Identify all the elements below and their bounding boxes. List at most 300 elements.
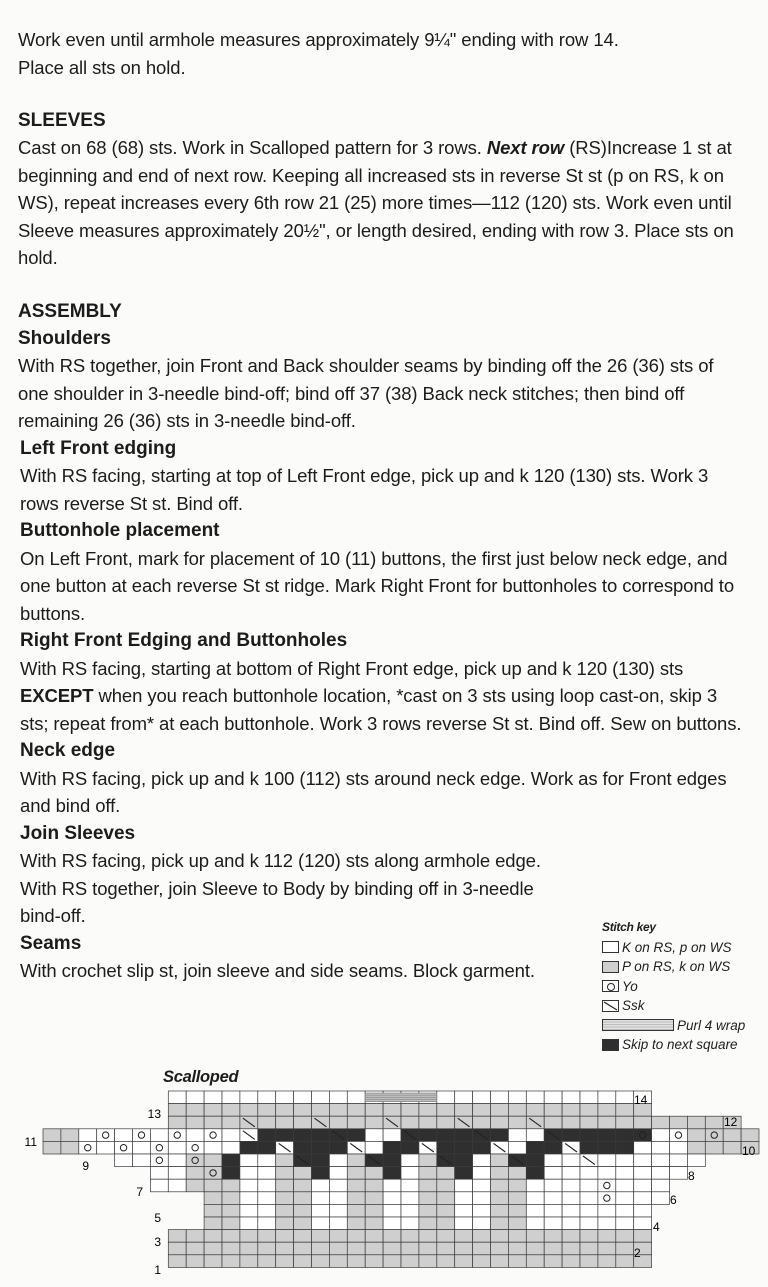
stitch-key-item [602,996,762,1016]
chart-cell [562,1230,580,1243]
section-heading-sleeves: SLEEVES [18,110,106,131]
chart-cell [329,1230,347,1243]
chart-cell [652,1116,670,1129]
chart-cell [652,1129,670,1142]
chart-cell [365,1242,383,1255]
chart-cell [437,1179,455,1192]
section-heading-assembly: ASSEMBLY [18,300,122,322]
chart-cell [598,1154,616,1167]
chart-cell [526,1217,544,1230]
chart-cell [580,1141,598,1154]
chart-cell [616,1141,634,1154]
buttonhole-text: On Left Front, mark for placement of 10 (11) buttons, the first just below neck edge, and one button at each reverse St st ridge. Mark Right Front for buttonholes to correspond to buttons. [20,547,735,624]
chart-cell [222,1104,240,1117]
chart-cell [437,1204,455,1217]
stitch-key-label: Purl 4 wrap [677,1017,746,1033]
chart-cell [562,1116,580,1129]
chart-cell [97,1129,115,1142]
chart-cell [652,1141,670,1154]
scalloped-chart [0,1066,768,1287]
stitch-key-label: Yo [622,978,638,994]
chart-cell [473,1217,491,1230]
intro-line: Place all sts on hold. [18,56,186,78]
chart-cell [347,1204,365,1217]
chart-cell [186,1167,204,1180]
chart-cell [634,1167,652,1180]
chart-cell [240,1167,258,1180]
chart-cell [670,1154,688,1167]
chart-cell [562,1242,580,1255]
chart-cell [580,1242,598,1255]
chart-cell [168,1242,186,1255]
chart-cell [473,1230,491,1243]
chart-cell [401,1179,419,1192]
sleeves-text [18,134,748,272]
stitch-key-item [602,977,762,997]
instructions-page [18,26,748,985]
chart-cell [670,1116,688,1129]
chart-cell [526,1154,544,1167]
chart-cell [383,1192,401,1205]
chart-cell [294,1179,312,1192]
chart-cell [258,1104,276,1117]
chart-cell [312,1192,330,1205]
chart-cell [616,1242,634,1255]
stitch-key-label: P on RS, k on WS [622,959,731,974]
chart-cell [598,1242,616,1255]
neck-text: With RS facing, pick up and k 100 (112) sts around neck edge. Work as for Front edges and bind off. [20,767,727,816]
chart-cell [652,1192,670,1205]
chart-cell [508,1141,526,1154]
chart-cell [365,1204,383,1217]
chart-cell [294,1129,312,1142]
chart-cell [455,1179,473,1192]
chart-cell [115,1154,133,1167]
chart-cell [294,1104,312,1117]
chart-cell [455,1104,473,1117]
chart-cell [186,1129,204,1142]
ssk-icon [602,1000,619,1012]
row-label-left: 5 [154,1211,161,1225]
chart-cell [419,1104,437,1117]
chart-cell [491,1217,509,1230]
chart-cell [634,1154,652,1167]
chart-cell [312,1167,330,1180]
chart-cell [294,1217,312,1230]
chart-cell [383,1255,401,1268]
chart-cell [222,1129,240,1142]
knit-swatch-icon [602,941,619,953]
chart-cell [258,1217,276,1230]
chart-cell [526,1091,544,1104]
chart-cell [616,1104,634,1117]
chart-cell [526,1141,544,1154]
chart-cell [616,1091,634,1104]
chart-cell [580,1192,598,1205]
chart-cell [508,1167,526,1180]
chart-cell [544,1104,562,1117]
chart-cell [670,1129,688,1142]
chart-cell [508,1179,526,1192]
chart-cell [204,1167,222,1180]
chart-cell [43,1141,61,1154]
chart-cell [705,1116,723,1129]
chart-cell [204,1242,222,1255]
chart-cell [258,1230,276,1243]
chart-cell [240,1179,258,1192]
chart-cell [168,1179,186,1192]
chart-cell [222,1116,240,1129]
chart-cell [634,1230,652,1243]
chart-cell [687,1141,705,1154]
chart-cell [419,1255,437,1268]
chart-cell [276,1129,294,1142]
chart-cell [258,1154,276,1167]
chart-cell [43,1129,61,1142]
chart-cell [294,1255,312,1268]
row-label-left: 9 [82,1159,89,1173]
seams-text: With crochet slip st, join sleeve and side seams. Block garment. [20,960,535,981]
chart-cell [616,1116,634,1129]
chart-cell [329,1091,347,1104]
chart-cell [347,1179,365,1192]
chart-cell [401,1204,419,1217]
chart-cell [329,1217,347,1230]
chart-cell [222,1179,240,1192]
chart-cell [258,1192,276,1205]
chart-cell [473,1179,491,1192]
right-front-text-part: With RS facing, starting at bottom of Right Front edge, pick up and k 120 (130) sts [20,657,684,679]
chart-cell [312,1179,330,1192]
chart-cell [222,1217,240,1230]
chart-cell [329,1242,347,1255]
chart-cell [294,1204,312,1217]
chart-cell [508,1242,526,1255]
chart-cell [276,1255,294,1268]
chart-cell [204,1204,222,1217]
chart-cell [437,1230,455,1243]
chart-cell [419,1129,437,1142]
chart-cell [544,1179,562,1192]
stitch-key-label: K on RS, p on WS [622,939,732,955]
chart-cell [294,1167,312,1180]
chart-cell [329,1167,347,1180]
chart-cell [347,1167,365,1180]
chart-cell [598,1141,616,1154]
chart-cell [133,1129,151,1142]
chart-cell [258,1204,276,1217]
chart-cell [473,1242,491,1255]
chart-cell [562,1255,580,1268]
chart-cell [186,1116,204,1129]
chart-cell [365,1230,383,1243]
chart-cell [508,1255,526,1268]
chart-cell [580,1204,598,1217]
chart-cell [168,1091,186,1104]
chart-cell [401,1141,419,1154]
chart-cell [204,1116,222,1129]
chart-cell [544,1230,562,1243]
chart-cell [258,1242,276,1255]
chart-cell [401,1230,419,1243]
chart-cell [544,1167,562,1180]
row-label-right: 14 [634,1093,648,1107]
row-label-right: 8 [688,1169,695,1183]
chart-cell [616,1167,634,1180]
next-row-emphasis: Next row [486,137,565,158]
chart-cell [598,1091,616,1104]
chart-cell [419,1179,437,1192]
chart-cell [526,1192,544,1205]
chart-cell [204,1192,222,1205]
chart-cell [544,1154,562,1167]
chart-cell [150,1129,168,1142]
chart-cell [562,1192,580,1205]
right-front-text [18,655,748,738]
chart-cell [347,1154,365,1167]
stitch-key-item [602,957,762,977]
chart-cell [437,1129,455,1142]
sleeves-text-part: Cast on 68 (68) sts. Work in Scalloped pattern for 3 rows. [18,137,487,158]
chart-cell [312,1242,330,1255]
chart-cell [222,1167,240,1180]
stitch-key-item [602,1016,762,1036]
chart-cell [222,1192,240,1205]
chart-cell [741,1129,759,1142]
chart-cell [401,1255,419,1268]
chart-cell [222,1091,240,1104]
join-sleeves-text: With RS facing, pick up and k 112 (120) sts along armhole edge. With RS together, join Sleeve to Body by binding off in 3-needle bind-off. [20,850,541,926]
chart-cell [186,1091,204,1104]
chart-cell [222,1204,240,1217]
row-label-left: 3 [154,1235,161,1249]
chart-cell [562,1154,580,1167]
chart-cell [347,1255,365,1268]
chart-cell [598,1217,616,1230]
chart-cell [598,1129,616,1142]
chart-cell [526,1179,544,1192]
stitch-key-item [602,1035,762,1055]
subheading-left-front-edging: Left Front edging [20,437,177,459]
chart-cell [401,1104,419,1117]
subheading-join-sleeves: Join Sleeves [20,822,136,844]
chart-cell [97,1141,115,1154]
chart-cell [526,1255,544,1268]
chart-cell [670,1141,688,1154]
chart-cell [526,1104,544,1117]
chart-cell [616,1179,634,1192]
chart-cell [455,1255,473,1268]
chart-cell [544,1141,562,1154]
chart-cell [240,1141,258,1154]
chart-cell [473,1104,491,1117]
chart-cell [186,1242,204,1255]
chart-cell [455,1141,473,1154]
chart-cell [616,1217,634,1230]
chart-cell [598,1204,616,1217]
chart-cell [526,1129,544,1142]
chart-cell [580,1167,598,1180]
chart-cell [168,1116,186,1129]
chart-cell [562,1167,580,1180]
chart-cell [419,1192,437,1205]
chart-cell [562,1104,580,1117]
chart-cell [347,1230,365,1243]
chart-cell [204,1179,222,1192]
chart-cell [365,1129,383,1142]
chart-cell [61,1141,79,1154]
chart-cell [634,1116,652,1129]
chart-cell [473,1141,491,1154]
chart-cell [544,1116,562,1129]
chart-cell [652,1154,670,1167]
chart-cell [365,1217,383,1230]
chart-cell [437,1104,455,1117]
chart-cell [437,1167,455,1180]
chart-cell [383,1154,401,1167]
chart-cell [222,1255,240,1268]
chart-cell [186,1154,204,1167]
chart-cell [222,1154,240,1167]
chart-cell [723,1141,741,1154]
row-label-left: 1 [154,1263,161,1277]
chart-cell [652,1167,670,1180]
chart-cell [168,1104,186,1117]
chart-cell [419,1154,437,1167]
chart-cell [258,1179,276,1192]
skip-square-icon [602,1039,619,1051]
chart-cell [580,1179,598,1192]
chart-cell [258,1255,276,1268]
chart-cell [204,1230,222,1243]
chart-cell [401,1242,419,1255]
chart-cell [204,1217,222,1230]
chart-cell [455,1230,473,1243]
chart-cell [401,1217,419,1230]
chart-cell [168,1129,186,1142]
chart-cell [276,1217,294,1230]
chart-cell [276,1230,294,1243]
chart-cell [240,1192,258,1205]
chart-cell [437,1255,455,1268]
purl-swatch-icon [602,961,619,973]
row-label-right: 6 [670,1193,677,1207]
chart-cell [473,1154,491,1167]
chart-cell [365,1192,383,1205]
chart-cell [491,1230,509,1243]
chart-cell [329,1204,347,1217]
chart-cell [312,1230,330,1243]
chart-cell [365,1167,383,1180]
chart-cell [491,1255,509,1268]
chart-cell [186,1141,204,1154]
chart-cell [329,1255,347,1268]
sleeves-text-part: (RS)Increase 1 st at beginning and end of next row. Keeping all increased sts in reverse St st (p on RS, k on WS), repeat increases every 6th row 21 (25) more times—112 (120) sts. Work even until Sleeve measures approximately 20½", or length desired, ending with row 3. Place sts on hold. [18,137,734,268]
chart-cell [294,1242,312,1255]
chart-cell [508,1217,526,1230]
chart-cell [580,1129,598,1142]
chart-cell [347,1242,365,1255]
chart-cell [276,1116,294,1129]
chart-cell [347,1104,365,1117]
chart-cell [580,1116,598,1129]
chart-cell [598,1179,616,1192]
chart-cell [383,1167,401,1180]
subheading-seams: Seams [20,932,82,954]
chart-cell [437,1242,455,1255]
chart-cell [634,1204,652,1217]
chart-cell [455,1217,473,1230]
chart-cell [204,1154,222,1167]
chart-cell [473,1167,491,1180]
chart-cell [455,1204,473,1217]
chart-cell [455,1242,473,1255]
chart-cell [419,1167,437,1180]
chart-cell [365,1179,383,1192]
except-emphasis: EXCEPT [20,685,94,706]
chart-cell [312,1141,330,1154]
subheading-shoulders: Shoulders [18,327,111,349]
chart-cell [312,1217,330,1230]
chart-cell [329,1179,347,1192]
chart-cell [455,1154,473,1167]
chart-cell [240,1242,258,1255]
chart-cell [652,1179,670,1192]
chart-cell [437,1116,455,1129]
chart-cell [473,1116,491,1129]
chart-cell [508,1104,526,1117]
row-label-left: 11 [24,1135,37,1149]
chart-cell [276,1154,294,1167]
chart-cell [240,1217,258,1230]
row-label-right: 10 [742,1144,756,1158]
chart-cell [347,1116,365,1129]
chart-cell [419,1217,437,1230]
chart-cell [276,1204,294,1217]
chart-cell [526,1204,544,1217]
chart-cell [240,1255,258,1268]
chart-cell [491,1129,509,1142]
chart-cell [526,1167,544,1180]
chart-cell [258,1116,276,1129]
row-label-left: 13 [147,1107,161,1121]
chart-cell [347,1091,365,1104]
intro-line: Work even until armhole measures approximately 9¼" ending with row 14. [18,29,619,50]
chart-cell [294,1230,312,1243]
chart-cell [365,1104,383,1117]
chart-cell [133,1154,151,1167]
chart-cell [329,1104,347,1117]
chart-cell [705,1141,723,1154]
chart-cell [276,1167,294,1180]
chart-cell [508,1091,526,1104]
chart-cell [437,1141,455,1154]
chart-cell [562,1091,580,1104]
chart-cell [491,1179,509,1192]
chart-cell [580,1217,598,1230]
chart-cell [168,1154,186,1167]
chart-cell [634,1179,652,1192]
chart-cell [473,1192,491,1205]
chart-cell [312,1154,330,1167]
chart-cell [491,1167,509,1180]
chart-cell [616,1192,634,1205]
chart-cell [168,1141,186,1154]
row-label-right: 12 [724,1115,738,1129]
row-label-right: 4 [653,1220,660,1234]
chart-cell [276,1179,294,1192]
chart-cell [580,1091,598,1104]
